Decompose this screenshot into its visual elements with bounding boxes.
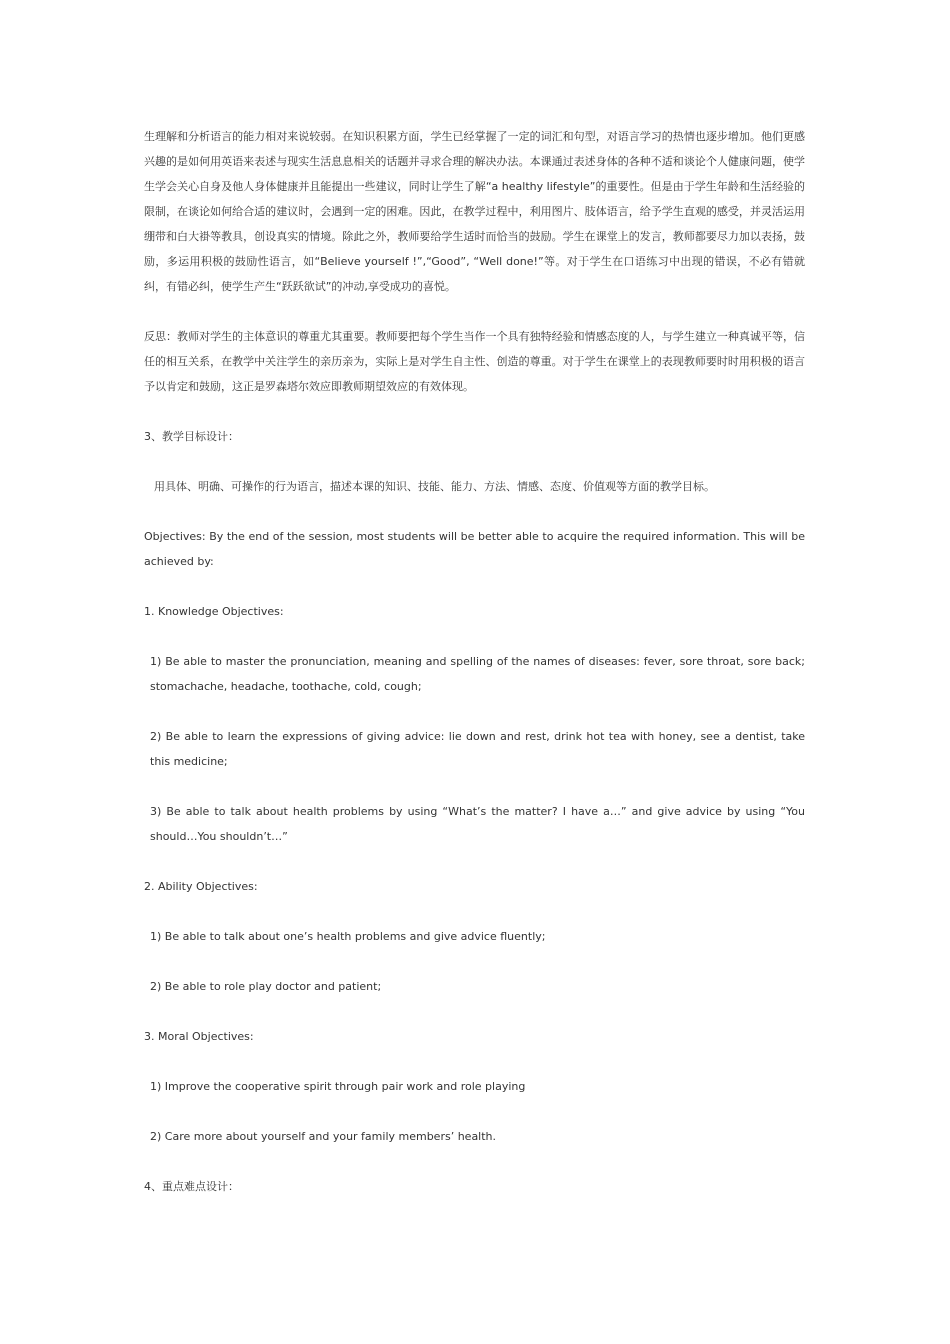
knowledge-objective-3: 3) Be able to talk about health problems by using “What’s the matter? I have a…” and give advice by using “You should…You shouldn’t…” (150, 805, 805, 843)
spacer (144, 399, 805, 424)
spacer (144, 499, 805, 524)
section-3-heading: 3、教学目标设计： (144, 430, 239, 443)
spacer (144, 1099, 805, 1124)
spacer (144, 449, 805, 474)
spacer (144, 1049, 805, 1074)
moral-objectives-heading: 3. Moral Objectives: (144, 1030, 254, 1043)
section-3-intro: 用具体、明确、可操作的行为语言，描述本课的知识、技能、能力、方法、情感、态度、价值观等方面的教学目标。 (154, 480, 715, 493)
objectives-intro: Objectives: By the end of the session, most students will be better able to acquire the required information. This will be achieved by: (144, 530, 805, 568)
spacer (144, 574, 805, 599)
spacer (144, 849, 805, 874)
spacer (144, 1149, 805, 1174)
spacer (144, 699, 805, 724)
spacer (144, 774, 805, 799)
reflection-paragraph: 反思：教师对学生的主体意识的尊重尤其重要。教师要把每个学生当作一个具有独特经验和情感态度的人，与学生建立一种真诚平等，信任的相互关系，在教学中关注学生的亲历亲为，实际上是对学生自主性、创造的尊重。对于学生在课堂上的表现教师要时时用积极的语言予以肯定和鼓励，这正是罗森塔尔效应即教师期望效应的有效体现。 (144, 330, 805, 393)
ability-objective-1: 1) Be able to talk about one’s health problems and give advice fluently; (150, 930, 546, 943)
spacer (144, 624, 805, 649)
moral-objective-2: 2) Care more about yourself and your family members’ health. (150, 1130, 497, 1143)
section-4-heading: 4、重点难点设计： (144, 1180, 239, 1193)
spacer (144, 899, 805, 924)
ability-objective-2: 2) Be able to role play doctor and patient; (150, 980, 382, 993)
spacer (144, 999, 805, 1024)
knowledge-objective-1: 1) Be able to master the pronunciation, meaning and spelling of the names of diseases: fever, sore throat, sore back; stomachache, headache, toothache, cold, cough; (150, 655, 805, 693)
document-page (144, 124, 805, 1199)
spacer (144, 949, 805, 974)
analysis-paragraph: 生理解和分析语言的能力相对来说较弱。在知识积累方面，学生已经掌握了一定的词汇和句型，对语言学习的热情也逐步增加。他们更感兴趣的是如何用英语来表述与现实生活息息相关的话题并寻求合理的解决办法。本课通过表述身体的各种不适和谈论个人健康问题，使学生学会关心自身及他人身体健康并且能提出一些建议，同时让学生了解“a healthy lifestyle”的重要性。但是由于学生年龄和生活经验的限制，在谈论如何给合适的建议时，会遇到一定的困难。因此，在教学过程中，利用图片、肢体语言，给予学生直观的感受，并灵活运用绷带和白大褂等教具，创设真实的情境。除此之外，教师要给学生适时而恰当的鼓励。学生在课堂上的发言，教师都要尽力加以表扬，鼓励，多运用积极的鼓励性语言，如“Believe yourself !”,“Good”, “Well done!”等。对于学生在口语练习中出现的错误，不必有错就纠，有错必纠，使学生产生“跃跃欲试”的冲动,享受成功的喜悦。 (144, 130, 805, 293)
ability-objectives-heading: 2. Ability Objectives: (144, 880, 258, 893)
knowledge-objective-2: 2) Be able to learn the expressions of giving advice: lie down and rest, drink hot tea with honey, see a dentist, take this medicine; (150, 730, 805, 768)
moral-objective-1: 1) Improve the cooperative spirit through pair work and role playing (150, 1080, 526, 1093)
spacer (144, 299, 805, 324)
knowledge-objectives-heading: 1. Knowledge Objectives: (144, 605, 284, 618)
